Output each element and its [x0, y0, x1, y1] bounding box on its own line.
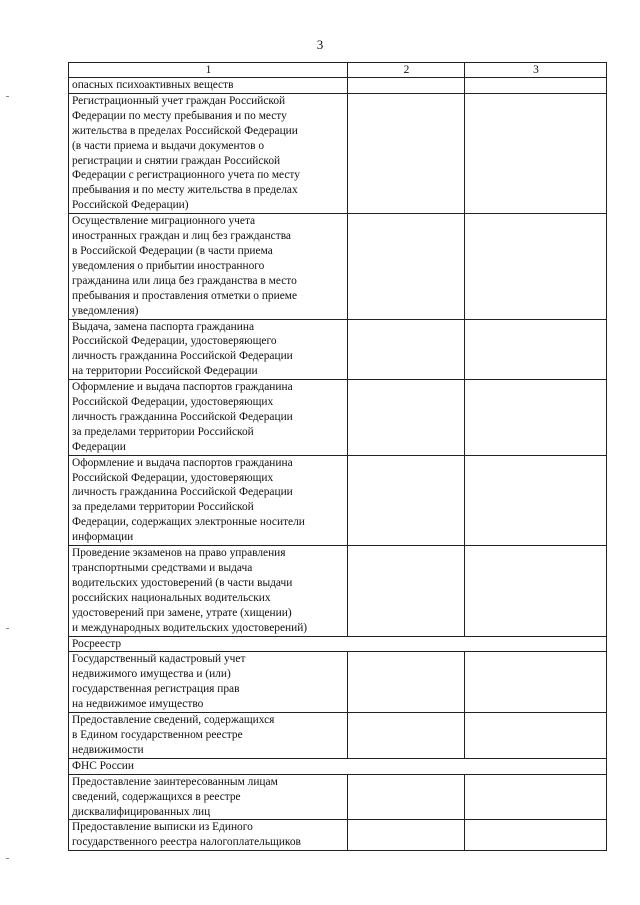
- text-line: уведомления о прибытии иностранного: [72, 259, 265, 272]
- services-table: [68, 62, 607, 851]
- text-line: Федерации с регистрационного учета по месту: [72, 169, 300, 182]
- text-line: Российской Федерации, удостоверяющего: [72, 335, 277, 348]
- text-line: иностранных граждан и лиц без гражданства: [72, 230, 291, 243]
- text-line: личность гражданина Российской Федерации: [72, 350, 293, 363]
- table-row: [69, 820, 607, 851]
- service-name-cell: [69, 78, 348, 94]
- page-number: 3: [316, 37, 324, 52]
- text-line: на недвижимое имущество: [72, 698, 204, 711]
- text-line: ФНС России: [72, 759, 135, 772]
- service-name-cell: [69, 380, 348, 456]
- text-line: личность гражданина Российской Федерации: [72, 410, 293, 423]
- column-3-cell: [465, 652, 607, 713]
- text-line: Федерации, содержащих электронные носители: [72, 516, 305, 529]
- table-header-row: [69, 63, 607, 78]
- table-row: [69, 78, 607, 94]
- column-header-2: 2: [348, 63, 465, 78]
- column-2-cell: [348, 713, 465, 759]
- text-line: регистрации и снятии граждан Российской: [72, 154, 281, 167]
- text-line: недвижимого имущества и (или): [72, 668, 231, 681]
- column-3-cell: [465, 380, 607, 456]
- text-line: Федерации по месту пребывания и по месту: [72, 109, 287, 122]
- text-line: личность гражданина Российской Федерации: [72, 486, 293, 499]
- section-row: [69, 636, 607, 652]
- column-2-cell: [348, 380, 465, 456]
- column-2-cell: [348, 319, 465, 380]
- service-name-cell: [69, 93, 348, 213]
- table-row: [69, 774, 607, 820]
- text-line: государственного реестра налогоплательщиков: [72, 836, 301, 849]
- text-line: российских национальных водительских: [72, 591, 271, 604]
- column-3-cell: [465, 214, 607, 319]
- text-line: водительских удостоверений (в части выдачи: [72, 576, 293, 589]
- text-line: сведений, содержащихся в реестре: [72, 790, 241, 803]
- service-name-cell: [69, 319, 348, 380]
- scan-mark: [6, 858, 9, 859]
- text-line: опасных психоактивных веществ: [72, 79, 234, 91]
- text-line: удостоверений при замене, утрате (хищении): [72, 606, 292, 619]
- service-name-cell: [69, 774, 348, 820]
- text-line: Российской Федерации): [72, 199, 189, 212]
- text-line: за пределами территории Российской: [72, 501, 254, 514]
- text-line: недвижимости: [72, 743, 144, 756]
- text-line: Оформление и выдача паспортов гражданина: [72, 381, 293, 394]
- table-row: [69, 546, 607, 636]
- text-line: пребывания и проставления отметки о приеме: [72, 289, 298, 302]
- column-2-cell: [348, 214, 465, 319]
- column-3-cell: [465, 546, 607, 636]
- table-row: [69, 214, 607, 319]
- table-row: [69, 652, 607, 713]
- text-line: информации: [72, 531, 134, 544]
- scan-mark: [6, 96, 9, 97]
- section-title: [69, 758, 607, 774]
- text-line: Оформление и выдача паспортов гражданина: [72, 456, 293, 469]
- column-3-cell: [465, 78, 607, 94]
- text-line: Федерации: [72, 440, 126, 453]
- text-line: Осуществление миграционного учета: [72, 215, 256, 228]
- text-line: в Едином государственном реестре: [72, 728, 243, 741]
- table-row: [69, 713, 607, 759]
- column-header-1: 1: [69, 63, 348, 78]
- text-line: пребывания и по месту жительства в пределах: [72, 184, 298, 197]
- column-2-cell: [348, 78, 465, 94]
- column-2-cell: [348, 774, 465, 820]
- text-line: Государственный кадастровый учет: [72, 653, 246, 666]
- column-3-cell: [465, 319, 607, 380]
- column-3-cell: [465, 820, 607, 851]
- text-line: за пределами территории Российской: [72, 425, 254, 438]
- text-line: гражданина или лица без гражданства в место: [72, 274, 297, 287]
- text-line: государственная регистрация прав: [72, 683, 240, 696]
- scan-mark: [6, 628, 9, 629]
- text-line: на территории Российской Федерации: [72, 365, 258, 378]
- service-name-cell: [69, 546, 348, 636]
- table-row: [69, 319, 607, 380]
- service-name-cell: [69, 455, 348, 545]
- text-line: Российской Федерации, удостоверяющих: [72, 471, 274, 484]
- text-line: Российской Федерации, удостоверяющих: [72, 396, 274, 409]
- text-line: жительства в пределах Российской Федерации: [72, 124, 298, 137]
- section-title: [69, 636, 607, 652]
- text-line: Росреестр: [72, 637, 122, 650]
- service-name-cell: [69, 820, 348, 851]
- service-name-cell: [69, 713, 348, 759]
- text-line: транспортными средствами и выдача: [72, 562, 253, 574]
- column-2-cell: [348, 652, 465, 713]
- service-name-cell: [69, 652, 348, 713]
- text-line: в Российской Федерации (в части приема: [72, 244, 273, 257]
- text-line: Проведение экзаменов на право управления: [72, 547, 286, 560]
- text-line: Предоставление сведений, содержащихся: [72, 714, 275, 727]
- table-row: [69, 380, 607, 456]
- column-3-cell: [465, 455, 607, 545]
- table-row: [69, 455, 607, 545]
- text-line: и международных водительских удостоверений): [72, 621, 308, 634]
- service-name-cell: [69, 214, 348, 319]
- column-2-cell: [348, 455, 465, 545]
- text-line: Предоставление заинтересованным лицам: [72, 775, 278, 788]
- column-2-cell: [348, 93, 465, 213]
- section-row: [69, 758, 607, 774]
- text-line: (в части приема и выдачи документов о: [72, 139, 265, 152]
- column-header-3: 3: [465, 63, 607, 78]
- column-2-cell: [348, 546, 465, 636]
- text-line: Предоставление выписки из Единого: [72, 821, 253, 834]
- text-line: Выдача, замена паспорта гражданина: [72, 320, 254, 333]
- column-3-cell: [465, 713, 607, 759]
- column-3-cell: [465, 93, 607, 213]
- text-line: уведомления): [72, 304, 139, 317]
- column-2-cell: [348, 820, 465, 851]
- column-3-cell: [465, 774, 607, 820]
- table-row: [69, 93, 607, 213]
- text-line: Регистрационный учет граждан Российской: [72, 94, 286, 107]
- text-line: дисквалифицированных лиц: [72, 805, 211, 818]
